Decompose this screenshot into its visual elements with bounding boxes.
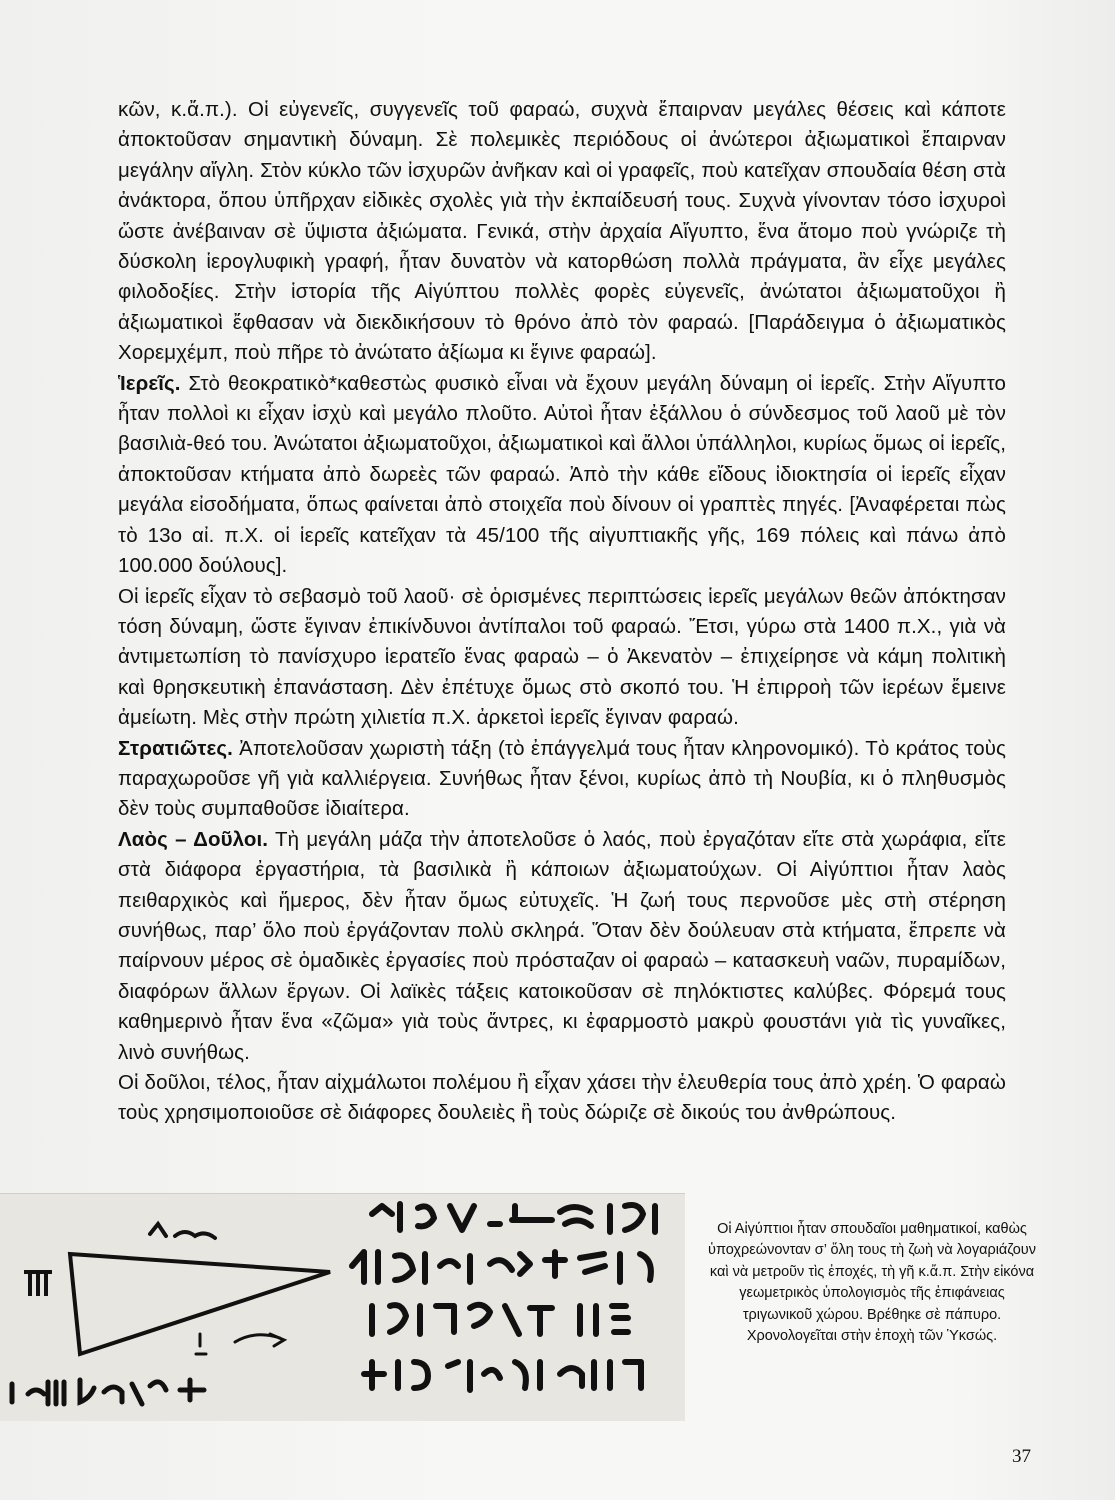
page-number: 37	[1012, 1446, 1031, 1467]
papyrus-image	[0, 1193, 685, 1421]
term-priests: Ἱερεῖς.	[118, 371, 181, 395]
term-people-slaves: Λαὸς – Δοῦλοι.	[118, 827, 269, 851]
paragraph-people	[118, 825, 1006, 1068]
image-caption: Οἱ Αἰγύπτιοι ἦταν σπουδαῖοι μαθηματικοί, καθὼς ὑποχρεώνονταν σ’ ὅλη τους τὴ ζωὴ νὰ λογαριάζουν καὶ νὰ μετροῦν τὶς ἐποχές, τὴ γῆ κ.ἄ.π. Στὴν εἰκόνα γεωμετρικὸς ὑπολογισμὸς τῆς ἐπιφάνειας τριγωνικοῦ χώρου. Βρέθηκε σὲ πάπυρο. Χρονολογεῖται στὴν ἐποχὴ τῶν Ὑκσώς.	[708, 1221, 1036, 1345]
paragraph-officials: κῶν, κ.ἄ.π.). Οἱ εὐγενεῖς, συγγενεῖς τοῦ φαραώ, συχνὰ ἔπαιρναν μεγάλες θέσεις καὶ κάποτε ἀποκτοῦσαν σημαντικὴ δύναμη. Σὲ πολεμικὲς περιόδους οἱ ἀνώτεροι ἀξιωματικοὶ ἔπαιρναν μεγάλην αἴγλη. Στὸν κύκλο τῶν ἰσχυρῶν ἀνῆκαν καὶ οἱ γραφεῖς, ποὺ κατεῖχαν σπουδαία θέση στὰ ἀνάκτορα, ὅπου ὑπῆρχαν εἰδικὲς σχολὲς γιὰ τὴν ἐκπαίδευσή τους. Συχνὰ γίνονταν τόσο ἰσχυροὶ ὥστε ἀνέβαιναν σὲ ὕψιστα ἀξιώματα. Γενικά, στὴν ἀρχαία Αἴγυπτο, ἕνα ἄτομο ποὺ γνώριζε τὴ δύσκολη ἱερογλυφικὴ γραφή, ἦταν δυνατὸν νὰ κατορθώση πολλὰ πράγματα, ἂν εἶχε μεγάλες φιλοδοξίες. Στὴν ἱστορία τῆς Αἰγύπτου πολλὲς φορὲς εὐγενεῖς, ἀνώτατοι ἀξιωματοῦχοι ἢ ἀξιωματικοὶ ἔφθασαν νὰ διεκδικήσουν τὸ θρόνο ἀπὸ τὸν φαραώ. [Παράδειγμα ὁ ἀξιωματικὸς Χορεμχέμπ, ποὺ πῆρε τὸ ἀνώτατο ἀξίωμα κι ἔγινε φαραώ].	[118, 98, 1006, 365]
paragraph-soldiers-text: Ἀποτελοῦσαν χωριστὴ τάξη (τὸ ἐπάγγελμά τους ἦταν κληρονομικό). Τὸ κράτος τοὺς παραχωροῦσε γῆ γιὰ καλλιέργεια. Συνήθως ἦταν ξένοι, κυρίως ἀπὸ τὴ Νουβία, κι ὁ πληθυσμὸς δὲν τοὺς συμπαθοῦσε ἰδιαίτερα.	[118, 736, 1006, 821]
main-text-column	[118, 95, 1006, 1129]
paragraph-slaves: Οἱ δοῦλοι, τέλος, ἦταν αἰχμάλωτοι πολέμου ἢ εἶχαν χάσει τὴν ἐλευθερία τους ἀπὸ χρέη. Ὁ φαραὼ τοὺς χρησιμοποιοῦσε σὲ διάφορες δουλειὲς ἢ τοὺς δώριζε σὲ δικούς του ἀνθρώπους.	[118, 1071, 1006, 1125]
paragraph-soldiers	[118, 734, 1006, 825]
paragraph-priests	[118, 369, 1006, 582]
term-soldiers: Στρατιῶτες.	[118, 736, 233, 760]
paragraph-priests-power: Οἱ ἱερεῖς εἶχαν τὸ σεβασμὸ τοῦ λαοῦ· σὲ ὁρισμένες περιπτώσεις ἱερεῖς μεγάλων θεῶν ἀπόκτησαν τόση δύναμη, ὥστε ἔγιναν ἐπικίνδυνοι ἀντίπαλοι τοῦ φαραώ. Ἔτσι, γύρω στὰ 1400 π.Χ., γιὰ νὰ ἀντιμετωπίση τὸ πανίσχυρο ἱερατεῖο ἕνας φαραὼ – ὁ Ἀκενατὸν – ἐπιχείρησε νὰ κάμη πολιτικὴ καὶ θρησκευτικὴ ἐπανάσταση. Δὲν ἐπέτυχε ὅμως στὸ σκοπό του. Ἡ ἐπιρροὴ τῶν ἱερέων ἔμεινε ἀμείωτη. Μὲς στὴν πρώτη χιλιετία π.Χ. ἀρκετοὶ ἱερεῖς ἔγιναν φαραώ.	[118, 584, 1006, 730]
paragraph-people-text: Τὴ μεγάλη μάζα τὴν ἀποτελοῦσε ὁ λαός, ποὺ ἐργαζόταν εἴτε στὰ χωράφια, εἴτε στὰ διάφορα ἐργαστήρια, τὰ βασιλικὰ ἢ κάποιων ἀξιωματούχων. Οἱ Αἰγύπτιοι ἦταν λαὸς πειθαρχικὸς καὶ ἥμερος, δὲν ἦταν ὅμως εὐτυχεῖς. Ἡ ζωή τους περνοῦσε μὲς στὴ στέρηση συνήθως, παρ’ ὅλο ποὺ ἐργάζονταν πολὺ σκληρά. Ὅταν δὲν δούλευαν στὰ κτήματα, ἔπρεπε νὰ παίρνουν μέρος σὲ ὁμαδικὲς ἐργασίες ποὺ πρόσταζαν οἱ φαραὼ – κατασκευὴ ναῶν, πυραμίδων, διαφόρων ἄλλων ἔργων. Οἱ λαϊκὲς τάξεις κατοικοῦσαν σὲ πηλόκτιστες καλύβες. Φόρεμά τους καθημερινὸ ἦταν ἕνα «ζῶμα» γιὰ τοὺς ἄντρες, κι ἐφαρμοστὸ μακρὺ φουστάνι γιὰ τὶς γυναῖκες, λινὸ συνήθως.	[118, 827, 1006, 1064]
paragraph-priests-text: Στὸ θεοκρατικὸ*καθεστὼς φυσικὸ εἶναι νὰ ἔχουν μεγάλη δύναμη οἱ ἱερεῖς. Στὴν Αἴγυπτο ἦταν πολλοὶ κι εἶχαν ἰσχὺ καὶ μεγάλο πλοῦτο. Αὐτοὶ ἦταν ἐξάλλου ὁ σύνδεσμος τοῦ λαοῦ μὲ τὸν βασιλιὰ-θεό του. Ἀνώτατοι ἀξιωματοῦχοι, ἀξιωματικοὶ καὶ ἄλλοι ὑπάλληλοι, κυρίως ὅμως οἱ ἱερεῖς, ἀποκτοῦσαν κτήματα ἀπὸ δωρεὲς τῶν φαραώ. Ἀπὸ τὴν κάθε εἴδους ἰδιοκτησία οἱ ἱερεῖς εἶχαν μεγάλα εἰσοδήματα, ὅπως φαίνεται ἀπὸ στοιχεῖα ποὺ δίνουν οἱ γραπτὲς πηγές. [Ἀναφέρεται πὼς τὸ 13ο αἰ. π.Χ. οἱ ἱερεῖς κατεῖχαν τὰ 45/100 τῆς αἰγυπτιακῆς γῆς, 169 πόλεις καὶ πάνω ἀπὸ 100.000 δούλους].	[118, 371, 1006, 578]
papyrus-hieratic-drawing	[0, 1194, 685, 1421]
